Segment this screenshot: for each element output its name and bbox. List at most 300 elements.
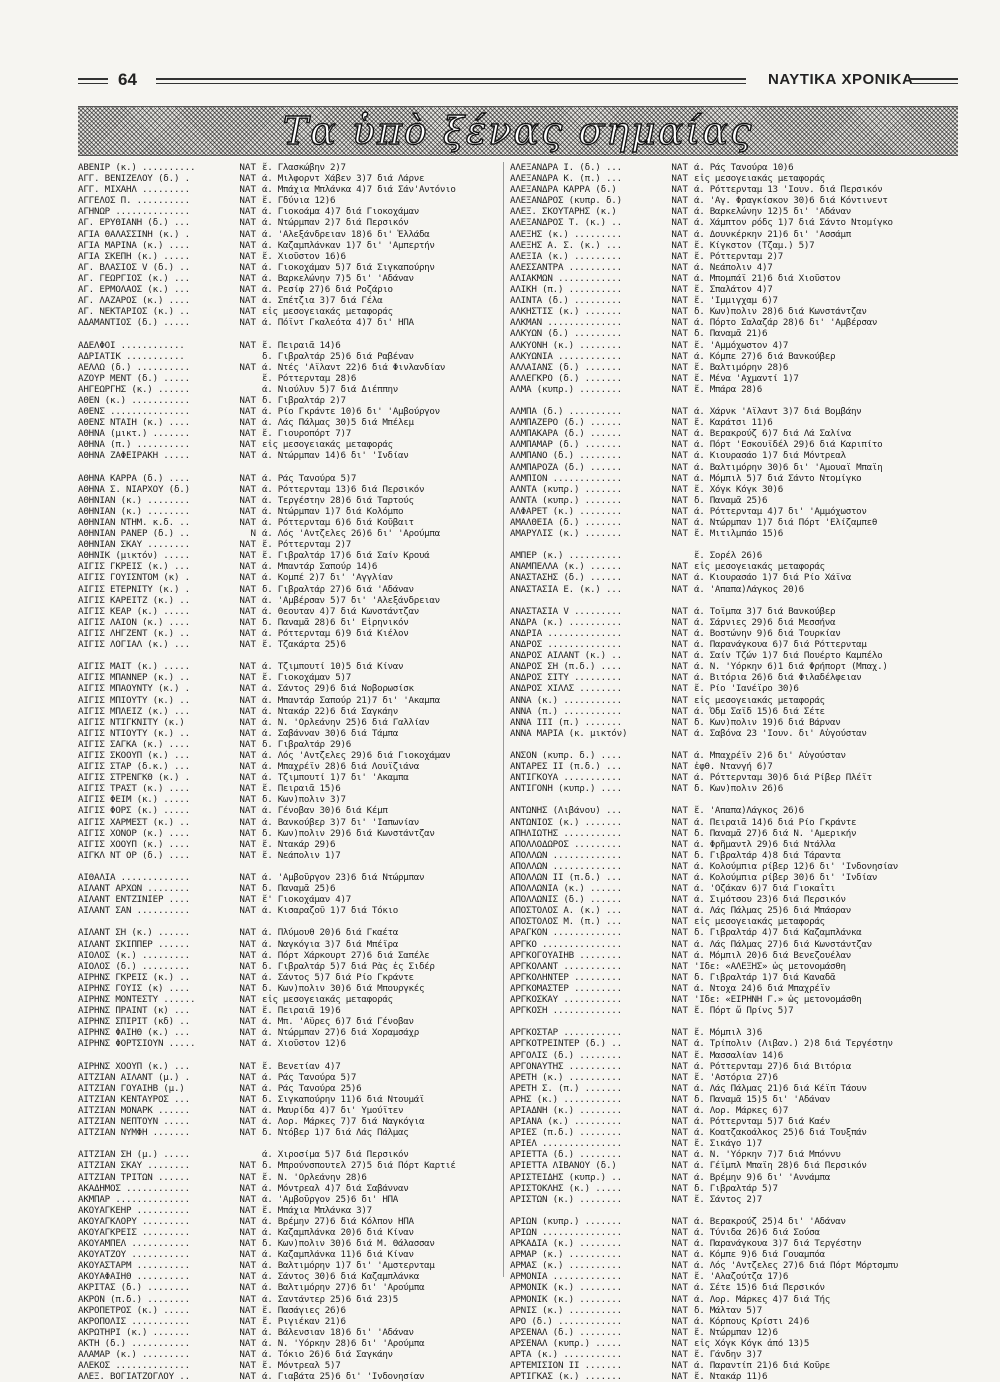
ship-entry xyxy=(78,1360,510,1371)
ship-position: ἔ' Γιοκοχάμαν 4)7 xyxy=(262,894,351,906)
ship-entry xyxy=(510,384,942,395)
ship-position: ἔ. Γιουροπόρτ 7)7 xyxy=(262,428,351,440)
ship-entry xyxy=(78,1160,510,1171)
ship-position: ά. Ντώρμπαν 2)7 διά Περσικόν xyxy=(262,217,409,229)
ship-entry xyxy=(510,351,942,362)
ship-flag: ΝΑΤ xyxy=(239,783,256,795)
ship-flag: ΝΑΤ xyxy=(239,849,256,861)
ship-flag: ΝΑΤ xyxy=(671,849,688,861)
ship-entry xyxy=(510,1005,942,1016)
ship-entry xyxy=(510,295,942,306)
ship-position: ά. Σαίν Τζών 1)7 διά Πουέρτο Καμπέλο xyxy=(694,650,883,662)
ship-entry xyxy=(78,750,510,761)
ship-entry xyxy=(78,561,510,572)
ship-entry xyxy=(78,251,510,262)
ship-position: ά. Δουνκέρκην 21)6 δι' 'Ασσάμπ xyxy=(694,228,851,240)
ship-name: ΑΙΤΖΙΑΝ ΣΗ (μ.) ..... xyxy=(78,1149,190,1161)
ship-position: ά. 'Οζάκαν 6)7 διά Γιοκαΐτι xyxy=(694,883,836,895)
ship-name: ΑΚΡΟΝ (π.δ.) ........ xyxy=(78,1293,190,1305)
ship-position: ά. Σέτε 15)6 διά Περσικόν xyxy=(694,1282,825,1294)
ship-flag: ΝΑΤ xyxy=(239,772,256,784)
journal-title: ΝΑΥΤΙΚΑ ΧΡΟΝΙΚΑ xyxy=(768,71,914,88)
ship-name: ΑΡΙΑΝΑ (κ.) ......... xyxy=(510,1116,622,1128)
ship-position: ά. Σαβόνα 23 'Ιουν. δι' Αὐγούσταν xyxy=(694,727,867,739)
ship-name: ΑΝΔΡΟΣ ΣΗ (π.δ.) .... xyxy=(510,661,622,673)
ship-position: ά. Βοστώνην 9)6 διά Τουρκίαν xyxy=(694,627,841,639)
ship-name: ΑΙΓΙΣ ΤΡΑΣΤ (κ.) .... xyxy=(78,783,190,795)
ship-entry xyxy=(510,1027,942,1038)
ship-flag: ΝΑΤ xyxy=(671,938,688,950)
ship-flag: ΝΑΤ xyxy=(239,306,256,318)
ship-name: ΑΡΑΓΚΟΝ ............. xyxy=(510,927,622,939)
ship-flag: ΝΑΤ xyxy=(671,317,688,329)
ship-entry xyxy=(78,184,510,195)
ship-name: ΑΛΕΞ. ΣΚΟΥΤΑΡΗΣ (κ.) xyxy=(510,206,617,218)
ship-position: ά. Πόρτο Σαλαζάρ 28)6 δι' 'Αμβέρσαν xyxy=(694,317,878,329)
list-spacer xyxy=(78,328,510,339)
ship-entry xyxy=(510,251,942,262)
ship-entry xyxy=(510,1194,942,1205)
ship-name: ΑΡΕΤΗ (κ.) .......... xyxy=(510,1071,622,1083)
ship-position: δ. Σιγκαπούρην 11)6 διά Ντουμάϊ xyxy=(262,1093,425,1105)
ship-flag: ΝΑΤ xyxy=(239,1337,256,1349)
ship-flag: ΝΑΤ xyxy=(239,1171,256,1183)
ship-name: ΑΡΜΑΡ (κ.) .......... xyxy=(510,1249,622,1261)
ship-position: ά. Ρόττερνταμ 4)7 δι' 'Αμμόχωστον xyxy=(694,505,867,517)
ship-entry xyxy=(510,905,942,916)
ship-entry xyxy=(78,1027,510,1038)
ship-name: ΑΝΤΑΡΕΣ ΙΙ (π.δ.) ... xyxy=(510,761,622,773)
ship-flag: ΝΑΤ xyxy=(671,783,688,795)
ship-flag: ΝΑΤ xyxy=(671,650,688,662)
ship-flag: ΝΑΤ xyxy=(671,1238,688,1250)
ship-entry xyxy=(510,1216,942,1227)
ship-position: ἔ. Ρόττερνταμ 2)7 xyxy=(694,250,783,262)
ship-flag: ΝΑΤ xyxy=(671,494,688,506)
ship-entry xyxy=(510,1149,942,1160)
ship-position: ά. Σαντάντερ 25)6 διά 23)5 xyxy=(262,1293,399,1305)
ship-entry xyxy=(78,1072,510,1083)
ship-position: ά. Λορ. Μάρκες 4)7 διά Τής xyxy=(694,1293,831,1305)
ship-name: ΑΙΛΑΝΤ ΑΡΧΩΝ ........ xyxy=(78,883,190,895)
ship-entry xyxy=(78,772,510,783)
ship-position: ά. Λάς Πάλμας 25)6 διά Μπάσραν xyxy=(694,905,851,917)
ship-entry xyxy=(78,595,510,606)
ship-flag: ΝΑΤ xyxy=(671,1127,688,1139)
ship-position: ά. Κολούμπια ρίβερ 12)6 δι' 'Ινδονησίαν xyxy=(694,860,899,872)
ship-flag: ΝΑΤ xyxy=(239,1326,256,1338)
ship-name: ΑΡΙΕΣ (π.δ.) ........ xyxy=(510,1127,622,1139)
ship-entry xyxy=(78,983,510,994)
ship-name: ΑΘΗΝΑ Σ. ΝΙΑΡΧΟΥ (δ.) xyxy=(78,483,190,495)
ship-flag: ΝΑΤ xyxy=(239,960,256,972)
ship-position: ά. Μόμπιλ 5)7 διά Σάντο Ντομίγκο xyxy=(694,472,862,484)
ship-flag: ΝΑΤ xyxy=(671,372,688,384)
ship-name: ΑΝΑΣΤΑΣΙΑ V ......... xyxy=(510,605,622,617)
ship-flag: ΝΑΤ xyxy=(239,827,256,839)
ship-entry xyxy=(78,229,510,240)
ship-flag: ΝΑΤ xyxy=(239,616,256,628)
ship-entry xyxy=(78,939,510,950)
ship-entry xyxy=(510,850,942,861)
ship-position: εἰς μεσογειακάς μεταφοράς xyxy=(262,439,393,451)
ship-name: ΑΡΤΑ (κ.) ........... xyxy=(510,1349,622,1361)
ship-name: ΑΚΡΩΤΗΡΙ (κ.) ....... xyxy=(78,1326,190,1338)
ship-entry xyxy=(78,1249,510,1260)
ship-entry xyxy=(510,750,942,761)
ship-position: εἰς μεσογειακάς μεταφοράς xyxy=(262,994,393,1006)
ship-flag: ΝΑΤ xyxy=(239,872,256,883)
ship-name: ΑΙΓΙΣ ΜΑΙΤ (κ.) ..... xyxy=(78,661,190,673)
ship-position: ά. Βαλτιμόρην 1)7 δι' 'Αμστερνταμ xyxy=(262,1260,435,1272)
ship-flag: ΝΑΤ xyxy=(239,1071,256,1083)
ship-name: ΑΙΡΗΝΣ ΓΚΡΕΙΣ (κ.) .. xyxy=(78,971,190,983)
ship-name: ΑΙΓΙΣ ΧΑΡΜΕΣΤ (κ.) .. xyxy=(78,816,190,828)
ship-name: ΑΝΤΙΓΟΝΗ (κυπρ.) .... xyxy=(510,783,622,795)
ship-position: ά. Τεργέστην 28)6 διά Ταρτούς xyxy=(262,494,414,506)
ship-name: ΑΝΔΡΟΣ .............. xyxy=(510,639,622,651)
ship-position: ἔ. Βαλτιμόρην 28)6 xyxy=(694,361,789,373)
ship-flag: ΝΑΤ xyxy=(239,1038,256,1050)
ship-name: ΑΠΟΛΛΩΝΙΑ (κ.) ...... xyxy=(510,883,622,895)
ship-flag: ΝΑΤ xyxy=(239,406,256,418)
ship-name: ΑΛΙΑΚΜΩΝ ............ xyxy=(510,272,622,284)
ship-entry xyxy=(78,1349,510,1360)
ship-flag: ΝΑΤ xyxy=(239,428,256,440)
list-spacer xyxy=(78,1138,510,1149)
ship-entry xyxy=(78,1216,510,1227)
ship-entry xyxy=(78,484,510,495)
ship-position: ἔ. Μασσαλίαν 14)6 xyxy=(694,1049,783,1061)
ship-position: ά. Ρόττερνταμ 30)6 διά Ρίβερ Πλέϊτ xyxy=(694,772,872,784)
ship-name: ΑΙΛΑΝΤ ΣΚΙΠΠΕΡ ...... xyxy=(78,938,190,950)
ship-flag: ΝΑΤ xyxy=(671,261,688,273)
list-spacer xyxy=(78,916,510,927)
ship-position: ἔ. Ριγιέκαν 21)6 xyxy=(262,1315,346,1327)
ship-entry xyxy=(510,229,942,240)
ship-name: ΑΡΜΟΝΙΚ (κ.) ........ xyxy=(510,1293,622,1305)
ship-entry xyxy=(78,639,510,650)
ship-name: ΑΛΦΑΡΕΤ (κ.) ........ xyxy=(510,505,622,517)
ship-flag: ΝΑΤ xyxy=(671,450,688,462)
ship-name: ΑΛΝΤΑ (κυπρ.) ....... xyxy=(510,494,622,506)
ship-name: ΑΛΜΑ (κυπρ.) ........ xyxy=(510,383,622,395)
ship-position: ἔ. Πειραιᾶ 14)6 xyxy=(262,339,341,351)
ship-flag: ΝΑΤ xyxy=(671,1104,688,1116)
ship-flag: ΝΑΤ xyxy=(671,217,688,229)
ship-position: ἔ. Πειραιᾶ 19)6 xyxy=(262,1005,341,1017)
ship-name: ΑΡΓΚΟΛΑΝΤ ........... xyxy=(510,960,622,972)
ship-entry xyxy=(78,1038,510,1049)
ship-entry xyxy=(78,1194,510,1205)
ship-position: ά. Λός 'Αντζελες 26)6 δι' 'Αρούμπα xyxy=(262,528,440,540)
ship-flag: ΝΑΤ xyxy=(239,683,256,695)
ship-position: δ. Γιβραλτάρ 4)7 διά Καζαμπλάνκα xyxy=(694,927,862,939)
ship-flag: ΝΑΤ xyxy=(671,1260,688,1272)
ship-flag: ΝΑΤ xyxy=(671,361,688,373)
ship-entry xyxy=(510,761,942,772)
ship-flag: ΝΑΤ xyxy=(239,1160,256,1172)
ship-name: ΑΙΓΙΣ ΣΑΓΚΑ (κ.) .... xyxy=(78,738,190,750)
ship-position: ά. Ρόττερνταμ 6)9 διά Κιέλον xyxy=(262,627,409,639)
ship-name: ΑΡΓΚΟΣΤΑΡ ........... xyxy=(510,1027,622,1039)
ship-position: ά. Παρανάγκουα 6)7 διά Ρόττερνταμ xyxy=(694,639,867,651)
ship-name: ΑΝΣΟΝ (κυπρ. δ.) .... xyxy=(510,749,622,761)
ship-position: ά. Κόμπε 27)6 διά Βανκούβερ xyxy=(694,350,836,362)
ship-position: ἔ. Μιτιλμπάο 15)6 xyxy=(694,528,783,540)
ship-flag: ΝΑΤ xyxy=(671,627,688,639)
ship-flag: ΝΑΤ xyxy=(671,661,688,673)
ship-flag: ΝΑΤ xyxy=(671,583,688,595)
ship-entry xyxy=(78,450,510,461)
ship-position: ά. Κόμπε 9)6 διά Γουαμπόα xyxy=(694,1249,825,1261)
ship-entry xyxy=(78,628,510,639)
ship-position: ά. Ντώρμπαν 1)7 διά Πόρτ 'Ελίζαμπεθ xyxy=(694,517,878,528)
ship-position: ά. 'Αμβέρσαν 5)7 δι' 'Αλεξάνδρειαν xyxy=(262,594,440,606)
ship-name: ΑΛΕΣΣΑΝΤΡΑ .......... xyxy=(510,261,622,273)
ship-position: ά. Ντώρμπαν 1)7 διά Κολόμπο xyxy=(262,505,404,517)
ship-position: δ. Παναμᾶ 25)6 xyxy=(694,494,768,506)
ship-name: ΑΛΜΠΑΝΟ (δ.) ........ xyxy=(510,450,622,462)
ship-flag: ΝΑΤ xyxy=(239,883,256,895)
ship-position: δ. Γιβραλτάρ 5)7 xyxy=(694,1182,778,1194)
ship-entry xyxy=(510,706,942,717)
ship-entry xyxy=(510,262,942,273)
ship-name: ΑΠΟΛΛΩΝ ΙΙ (π.δ.) ... xyxy=(510,872,622,883)
ship-position: ά. Ν. 'Ορλεάνην 25)6 διά Γαλλίαν xyxy=(262,716,430,728)
ship-name: ΑΡΓΚΟΣΚΑΥ ........... xyxy=(510,994,622,1006)
ship-position: ά. Γέϊμπλ Μπαϊη 28)6 διά Περσικόν xyxy=(694,1160,867,1172)
ship-position: ά. Τζιμπουτί 10)5 διά Κίναν xyxy=(262,661,404,673)
ship-entry xyxy=(510,284,942,295)
ship-flag: ΝΑΤ xyxy=(671,339,688,351)
header-rule-middle xyxy=(156,78,746,84)
ship-flag: ΝΑΤ xyxy=(239,949,256,961)
ship-entry xyxy=(510,1061,942,1072)
ship-name: ΑΚΜΠΑΡ .............. xyxy=(78,1193,190,1205)
ship-name: ΑΛΜΠΑΚΑΡΑ (δ.) ...... xyxy=(510,428,622,440)
ship-flag: ΝΑΤ xyxy=(239,339,256,351)
ship-flag: ΝΑΤ xyxy=(239,594,256,606)
ship-name: ΑΙΓΙΣ ΧΟΝΟΡ (κ.) .... xyxy=(78,827,190,839)
ship-entry xyxy=(78,195,510,206)
ship-position: ά. Μπαχρέϊν 2)6 δι' Αὐγούσταν xyxy=(694,749,846,761)
ship-position: ά. Μόντρεαλ 4)7 διά Σαβάνναν xyxy=(262,1182,409,1194)
ship-position: ά. Χάρνκ 'Αϊλαντ 3)7 διά Βομβάην xyxy=(694,406,862,418)
ship-flag: Ν xyxy=(250,528,256,540)
ship-position: ἔ. Ρίο 'Ιανέϊρο 30)6 xyxy=(694,683,799,695)
ship-name: ΑΔΕΛΦΟΙ ............ xyxy=(78,339,185,351)
ship-entry xyxy=(78,994,510,1005)
ship-entry xyxy=(78,1172,510,1183)
ship-flag: ΝΑΤ xyxy=(671,927,688,939)
ship-flag: ΝΑΤ xyxy=(671,250,688,262)
ship-name: ΑΓΙΑ ΜΑΡΙΝΑ (κ.) .... xyxy=(78,239,190,251)
ship-position: εἰς μεσογειακάς μεταφοράς xyxy=(694,561,825,573)
ship-name: ΑΡΓΚΟΜΑΣΤΕΡ ......... xyxy=(510,982,622,994)
ship-entry xyxy=(78,606,510,617)
ship-flag: ΝΑΤ xyxy=(671,572,688,584)
ship-flag: ΝΑΤ xyxy=(239,971,256,983)
ship-name: ΑΡΓΚΟΤΡΕΙΝΤΕΡ (δ.) .. xyxy=(510,1038,622,1050)
ship-position: ά. Λάς Πάλμας 27)6 διά Κωνστάντζαν xyxy=(694,938,872,950)
ship-entry xyxy=(510,839,942,850)
ship-flag: ΝΑΤ xyxy=(671,472,688,484)
ship-flag: ΝΑΤ xyxy=(671,284,688,296)
ship-name: ΑΔΡΙΑΤΙΚ ........... xyxy=(78,350,185,362)
ship-flag: ΝΑΤ xyxy=(239,694,256,706)
ship-name: ΑΙΤΖΙΑΝ ΣΚΑΥ ........ xyxy=(78,1160,190,1172)
ship-flag: ΝΑΤ xyxy=(671,528,688,540)
ship-name: ΑΓ. ΕΡΥΘΙΑΝΗ (δ.) ... xyxy=(78,217,190,229)
ship-name: ΑΡΓΚΟΛΗΝΤΕΡ ......... xyxy=(510,971,622,983)
ship-position: ἔ. Πόρτ ὤ Πρίνς 5)7 xyxy=(694,1005,794,1017)
ship-name: ΑΙΓΙΣ ΛΑΙΟΝ (κ.) .... xyxy=(78,616,190,628)
list-spacer xyxy=(78,650,510,661)
ship-position: ά. Τοϊμπα 3)7 διά Βανκούβερ xyxy=(694,605,836,617)
ship-name: ΑΙΡΗΝΣ ΓΟΥΙΣ (κ) .... xyxy=(78,982,190,994)
ship-flag: ΝΑΤ xyxy=(239,749,256,761)
ship-position: ά. Βαρκελώνην 7)5 δι' 'Αδάναν xyxy=(262,272,414,284)
ship-flag: ΝΑΤ xyxy=(671,1360,688,1372)
ship-name: ΑΠΟΛΛΩΝ ............. xyxy=(510,849,622,861)
ship-name: ΑΡΚΑΔΙΑ (κ.) ........ xyxy=(510,1238,622,1250)
ship-entry xyxy=(78,817,510,828)
ship-flag: ΝΑΤ xyxy=(239,705,256,717)
ship-name: ΑΝΝΑ (κ.) ........... xyxy=(510,694,622,706)
list-spacer xyxy=(78,861,510,872)
ship-name: ΑΙΤΖΙΑΝ ΓΟΥΑΙΗΒ (μ.) xyxy=(78,1082,185,1094)
ship-flag: ΝΑΤ xyxy=(239,250,256,262)
ship-flag: ΝΑΤ xyxy=(239,1360,256,1372)
ship-name: ΑΙΛΑΝΤ ΣΑΝ .......... xyxy=(78,905,190,917)
ship-name: ΑΛΕΞΑΝΔΡΑ Ι. (δ.) ... xyxy=(510,162,622,173)
ship-entry xyxy=(510,517,942,528)
ship-position: ά. Κιουρασάο 1)7 διά Μόντρεαλ xyxy=(694,450,846,462)
ship-entry xyxy=(510,584,942,595)
ship-entry xyxy=(78,1094,510,1105)
ship-position: ά. Βαλτιμόρην 30)6 δι' 'Αμουαϊ Μπαϊη xyxy=(694,461,883,473)
ship-name: ΑΝΔΡΟΣ ΑΙΛΑΝΤ (κ.) .. xyxy=(510,650,622,662)
ship-name: ΑΓΓ. ΜΙΧΑΗΛ ......... xyxy=(78,184,190,196)
ship-flag: ΝΑΤ xyxy=(671,1138,688,1150)
ship-name: ΑΚΡΙΤΑΣ (δ.) ........ xyxy=(78,1282,190,1294)
ship-entry xyxy=(510,939,942,950)
ship-position: 'Ιδε: «ΕΙΡΗΝΗ Γ.» ὡς μετονομάσθη xyxy=(694,994,862,1006)
ship-entry xyxy=(510,772,942,783)
ship-position: ἔ. Σικάγο 1)7 xyxy=(694,1138,763,1150)
ship-position: ά. Σαβάνναν 30)6 διά Τάμπα xyxy=(262,727,399,739)
ship-flag: ΝΑΤ xyxy=(239,583,256,595)
ship-name: ΑΙΤΖΙΑΝ ΤΡΙΤΩΝ ...... xyxy=(78,1171,190,1183)
ship-entry xyxy=(78,572,510,583)
ship-flag: ΝΑΤ xyxy=(671,639,688,651)
ship-position: δ. Γιβραλτάρ 29)6 xyxy=(262,738,351,750)
ship-position: ἔ. Ντακάρ 11)6 xyxy=(694,1371,768,1382)
ship-position: εἰς μεσογειακάς μεταφοράς xyxy=(694,694,825,706)
ship-position: ά. Ν. 'Υόρκην 6)1 διά Φρήπορτ (Μπαχ.) xyxy=(694,661,888,673)
ship-position: ά. Ντώρμπαν 14)6 δι' 'Ινδίαν xyxy=(262,450,409,462)
ship-name: ΑΓ. ΓΕΩΡΓΙΟΣ (κ.) ... xyxy=(78,272,190,284)
list-spacer xyxy=(510,794,942,805)
ship-name: ΑΠΟΛΛΩΝΙΣ (δ.) ...... xyxy=(510,894,622,906)
ship-position: ά. Ράς Τανούρα 25)6 xyxy=(262,1082,362,1094)
ship-flag: ΝΑΤ xyxy=(671,694,688,706)
ship-flag: ΝΑΤ xyxy=(239,206,256,218)
ship-flag: ΝΑΤ xyxy=(671,960,688,972)
ship-entry xyxy=(78,1127,510,1138)
ship-entry xyxy=(510,950,942,961)
ship-name: ΑΜΑΛΘΕΙΑ (δ.) ....... xyxy=(510,517,622,528)
ship-name: ΑΡΙΣΤΕΙΔΗΣ (κυπρ.) .. xyxy=(510,1171,622,1183)
ship-entry xyxy=(78,883,510,894)
ship-name: ΑΙΤΖΙΑΝ ΝΥΜΦΗ ....... xyxy=(78,1127,190,1139)
ship-position: ά. Γιοκοάμα 4)7 διά Γιοκοχάμαν xyxy=(262,206,419,218)
ship-name: ΑΛΙΝΤΑ (δ.) ......... xyxy=(510,295,622,307)
ship-position: ά. 'Απαπα)Λάγκος 20)6 xyxy=(694,583,804,595)
ship-position: ά. Μιλφορντ Χάβεν 3)7 διά Λάρνε xyxy=(262,173,425,185)
ship-position: ά. 'Αλεξάνδρειαν 18)6 δι' Ἑλλάδα xyxy=(262,228,430,240)
ship-flag: ΝΑΤ xyxy=(671,1093,688,1105)
ship-position: 'Ιδε: «ΑΛΕΞΗΣ» ὡς μετονομάσθη xyxy=(694,960,846,972)
ship-flag: ΝΑΤ xyxy=(671,1182,688,1194)
ship-position: ά. 'Αγ. Φραγκίσκον 30)6 διά Κόντινεντ xyxy=(694,195,888,207)
ship-position: εἰς Χόγκ Κόγκ ἀπό 13)5 xyxy=(694,1337,810,1349)
ship-entry xyxy=(510,1282,942,1293)
ship-position: ά. Χιοῦστον 12)6 xyxy=(262,1038,346,1050)
ship-name: ΑΡΣΕΝΑΛ (δ.) ........ xyxy=(510,1326,622,1338)
ship-name: ΑΛΜΠΑΜΑΡ (δ.) ....... xyxy=(510,439,622,451)
ship-position: ά. Κόρπους Κρίστι 24)6 xyxy=(694,1315,810,1327)
ship-entry xyxy=(78,240,510,251)
ship-name: ΑΡΜΟΝΙΑ ............. xyxy=(510,1271,622,1283)
ship-entry xyxy=(510,340,942,351)
ship-position: ά. Λός 'Αντζελες 27)6 διά Πόρτ Μόρτσμπυ xyxy=(694,1260,899,1272)
ship-entry xyxy=(510,1338,942,1349)
ship-flag: ΝΑΤ xyxy=(239,539,256,551)
ship-name: ΑΚΟΥΑΓΚΡΕΙΣ ......... xyxy=(78,1227,190,1238)
ship-name: ΑΙΓΙΣ ΦΟΡΣ (κ.) ..... xyxy=(78,805,190,817)
ship-name: ΑΝΔΡΙΑ .............. xyxy=(510,627,622,639)
ship-name: ΑΘΗΝΙΚ (μικτόν) ..... xyxy=(78,550,190,562)
ship-name: ΑΙΤΖΙΑΝ ΑΙΛΑΝΤ (μ.) . xyxy=(78,1071,190,1083)
ship-name: ΑΠΟΛΛΩΝ ............. xyxy=(510,860,622,872)
ship-name: ΑΘΕΝΣ ΝΤΑΙΗ (κ.) .... xyxy=(78,417,190,429)
ship-position: ά. Βαλτιμόρην 27)6 δι' 'Αρούμπα xyxy=(262,1282,425,1294)
ship-flag: ΝΑΤ xyxy=(671,483,688,495)
ship-name: ΑΙΓΙΣ ΓΚΡΕΙΣ (κ.) ... xyxy=(78,561,190,573)
ship-name: ΑΙΓΙΣ ΛΗΓΖΕΝΤ (κ.) .. xyxy=(78,627,190,639)
ship-position: ἔ. Πασάγιες 26)6 xyxy=(262,1304,346,1316)
ship-position: ά. Ντακάρ 22)6 διά Σαγκάην xyxy=(262,705,399,717)
ship-name: ΑΡΙΩΝ (κυπρ.) ....... xyxy=(510,1215,622,1227)
ship-flag: ΝΑΤ xyxy=(671,295,688,307)
ship-position: ά. Μπαντάρ Σαπούρ 14)6 xyxy=(262,561,378,573)
ship-name: ΑΝΤΙΓΚΟΥΑ ........... xyxy=(510,772,622,784)
ship-flag: ΝΑΤ xyxy=(239,272,256,284)
ship-flag: ΝΑΤ xyxy=(239,627,256,639)
ship-entry xyxy=(78,1105,510,1116)
ship-entry xyxy=(78,728,510,739)
ship-entry xyxy=(510,362,942,373)
ship-flag: ΝΑΤ xyxy=(671,905,688,917)
ship-position: ἔ. Καράτσι 11)6 xyxy=(694,417,773,429)
ship-position: δ. Κων)πολιν 28)6 διά Κωνστάντζαν xyxy=(694,306,867,318)
ship-name: ΑΙΓΙΣ ΚΕΑΡ (κ.) ..... xyxy=(78,605,190,617)
ship-entry xyxy=(78,406,510,417)
ship-entry xyxy=(78,839,510,850)
ship-entry xyxy=(510,206,942,217)
